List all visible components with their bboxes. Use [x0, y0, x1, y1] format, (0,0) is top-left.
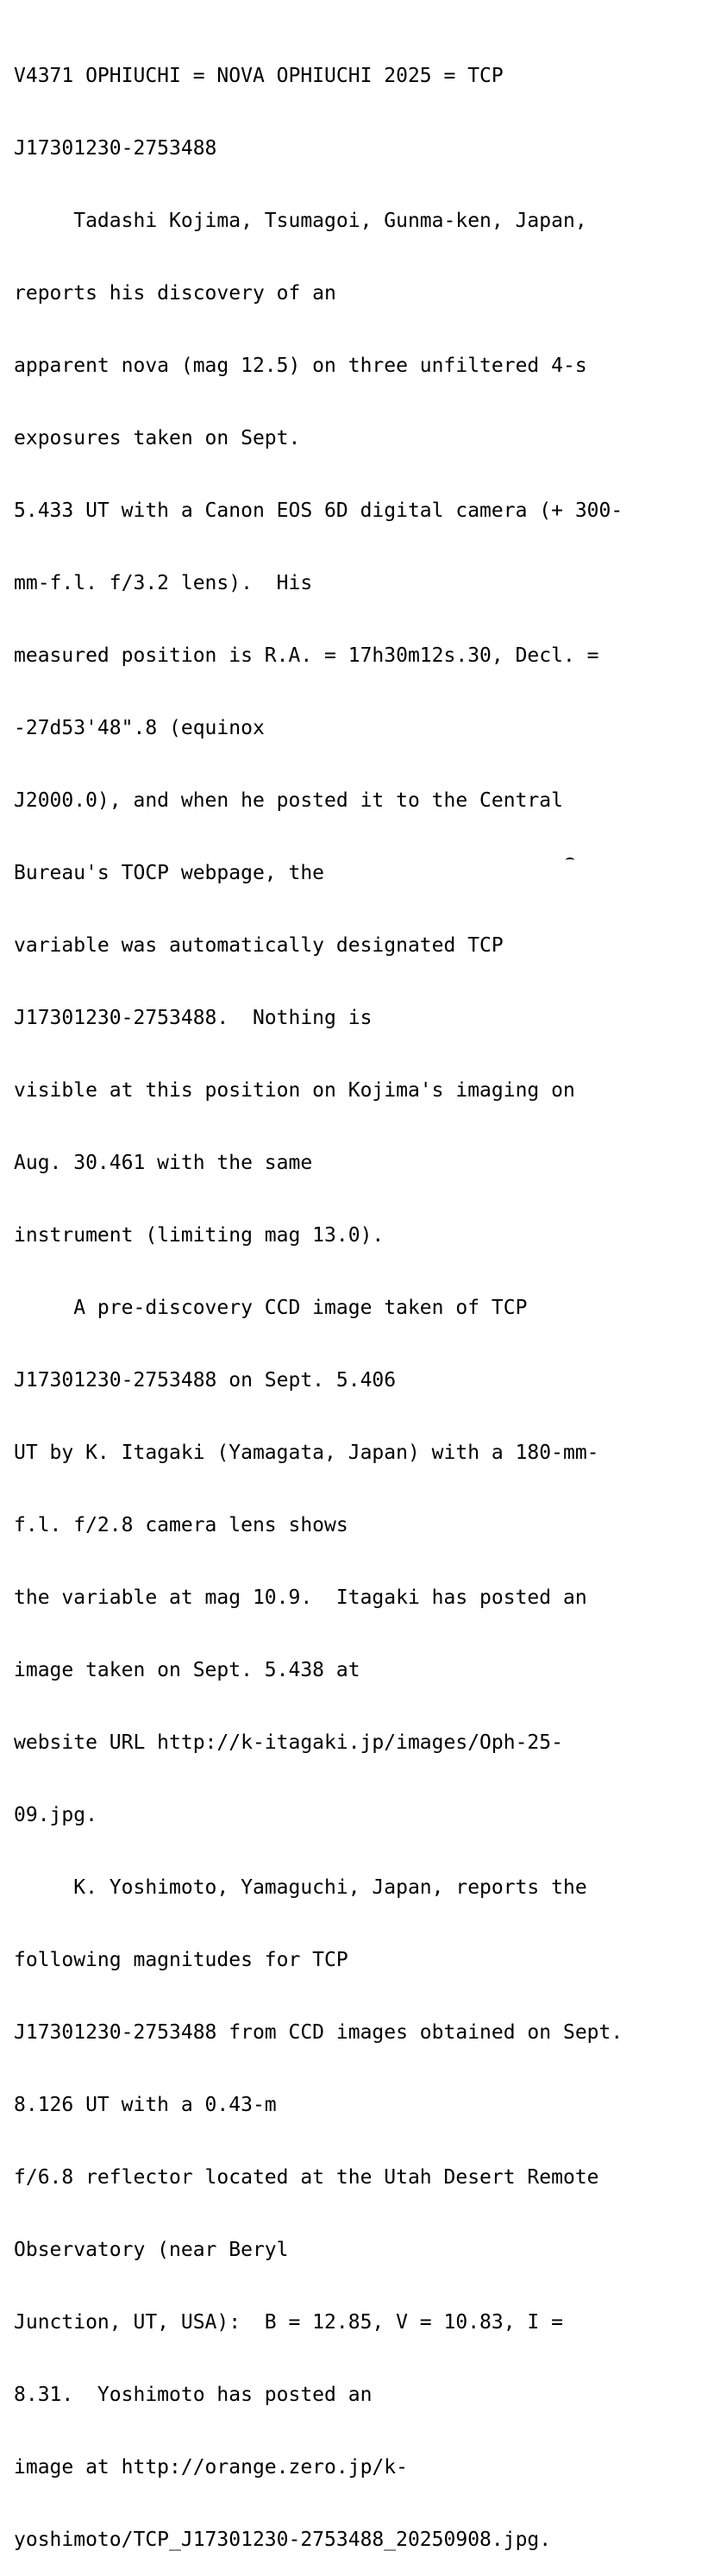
text-line: J17301230-2753488 on Sept. 5.406 [14, 1369, 397, 1392]
text-line: f.l. f/2.8 camera lens shows [14, 1514, 348, 1536]
text-line: J2000.0), and when he posted it to the Central [14, 789, 563, 812]
text-line: Bureau's TOCP webpage, the [14, 862, 325, 884]
text-line: J17301230-2753488 from CCD images obtained on Sept. [14, 2021, 623, 2044]
text-line: Junction, UT, USA): B = 12.85, V = 10.83, I = [14, 2311, 563, 2334]
text-line: K. Yoshimoto, Yamaguchi, Japan, reports the [14, 1876, 587, 1899]
text-line: 5.433 UT with a Canon EOS 6D digital camera (+ 300- [14, 499, 623, 522]
text-line: mm-f.l. f/3.2 lens). His [14, 572, 313, 594]
clipped-glyph-fragment [566, 858, 574, 863]
text-line: variable was automatically designated TCP [14, 934, 504, 957]
text-line: website URL http://k-itagaki.jp/images/Oph-25- [14, 1731, 563, 1754]
text-line: Aug. 30.461 with the same [14, 1152, 313, 1174]
text-line: image at http://orange.zero.jp/k- [14, 2456, 408, 2479]
text-line: exposures taken on Sept. [14, 427, 301, 449]
document-text [14, 16, 709, 2576]
text-line: UT by K. Itagaki (Yamagata, Japan) with a 180-mm- [14, 1442, 599, 1464]
text-line: Observatory (near Beryl [14, 2239, 289, 2261]
text-line: 8.126 UT with a 0.43-m [14, 2094, 277, 2116]
text-line: Tadashi Kojima, Tsumagoi, Gunma-ken, Japan, [14, 210, 587, 232]
text-line: -27d53'48".8 (equinox [14, 717, 265, 739]
text-line: 8.31. Yoshimoto has posted an [14, 2384, 373, 2406]
text-line: f/6.8 reflector located at the Utah Desert Remote [14, 2166, 599, 2189]
text-line: image taken on Sept. 5.438 at [14, 1659, 360, 1681]
text-line: A pre-discovery CCD image taken of TCP [14, 1297, 528, 1319]
text-line: apparent nova (mag 12.5) on three unfiltered 4-s [14, 355, 587, 377]
text-line: 09.jpg. [14, 1804, 97, 1826]
text-line: instrument (limiting mag 13.0). [14, 1224, 385, 1247]
text-line: reports his discovery of an [14, 282, 336, 305]
text-line: following magnitudes for TCP [14, 1949, 348, 1971]
text-line: J17301230-2753488 [14, 137, 217, 160]
text-line: J17301230-2753488. Nothing is [14, 1007, 373, 1029]
text-line: the variable at mag 10.9. Itagaki has posted an [14, 1586, 587, 1609]
text-line: yoshimoto/TCP_J17301230-2753488_20250908.jpg. [14, 2529, 552, 2551]
text-line: visible at this position on Kojima's imaging on [14, 1079, 575, 1102]
text-line: measured position is R.A. = 17h30m12s.30, Decl. = [14, 644, 599, 667]
text-line: V4371 OPHIUCHI = NOVA OPHIUCHI 2025 = TCP [14, 65, 504, 87]
